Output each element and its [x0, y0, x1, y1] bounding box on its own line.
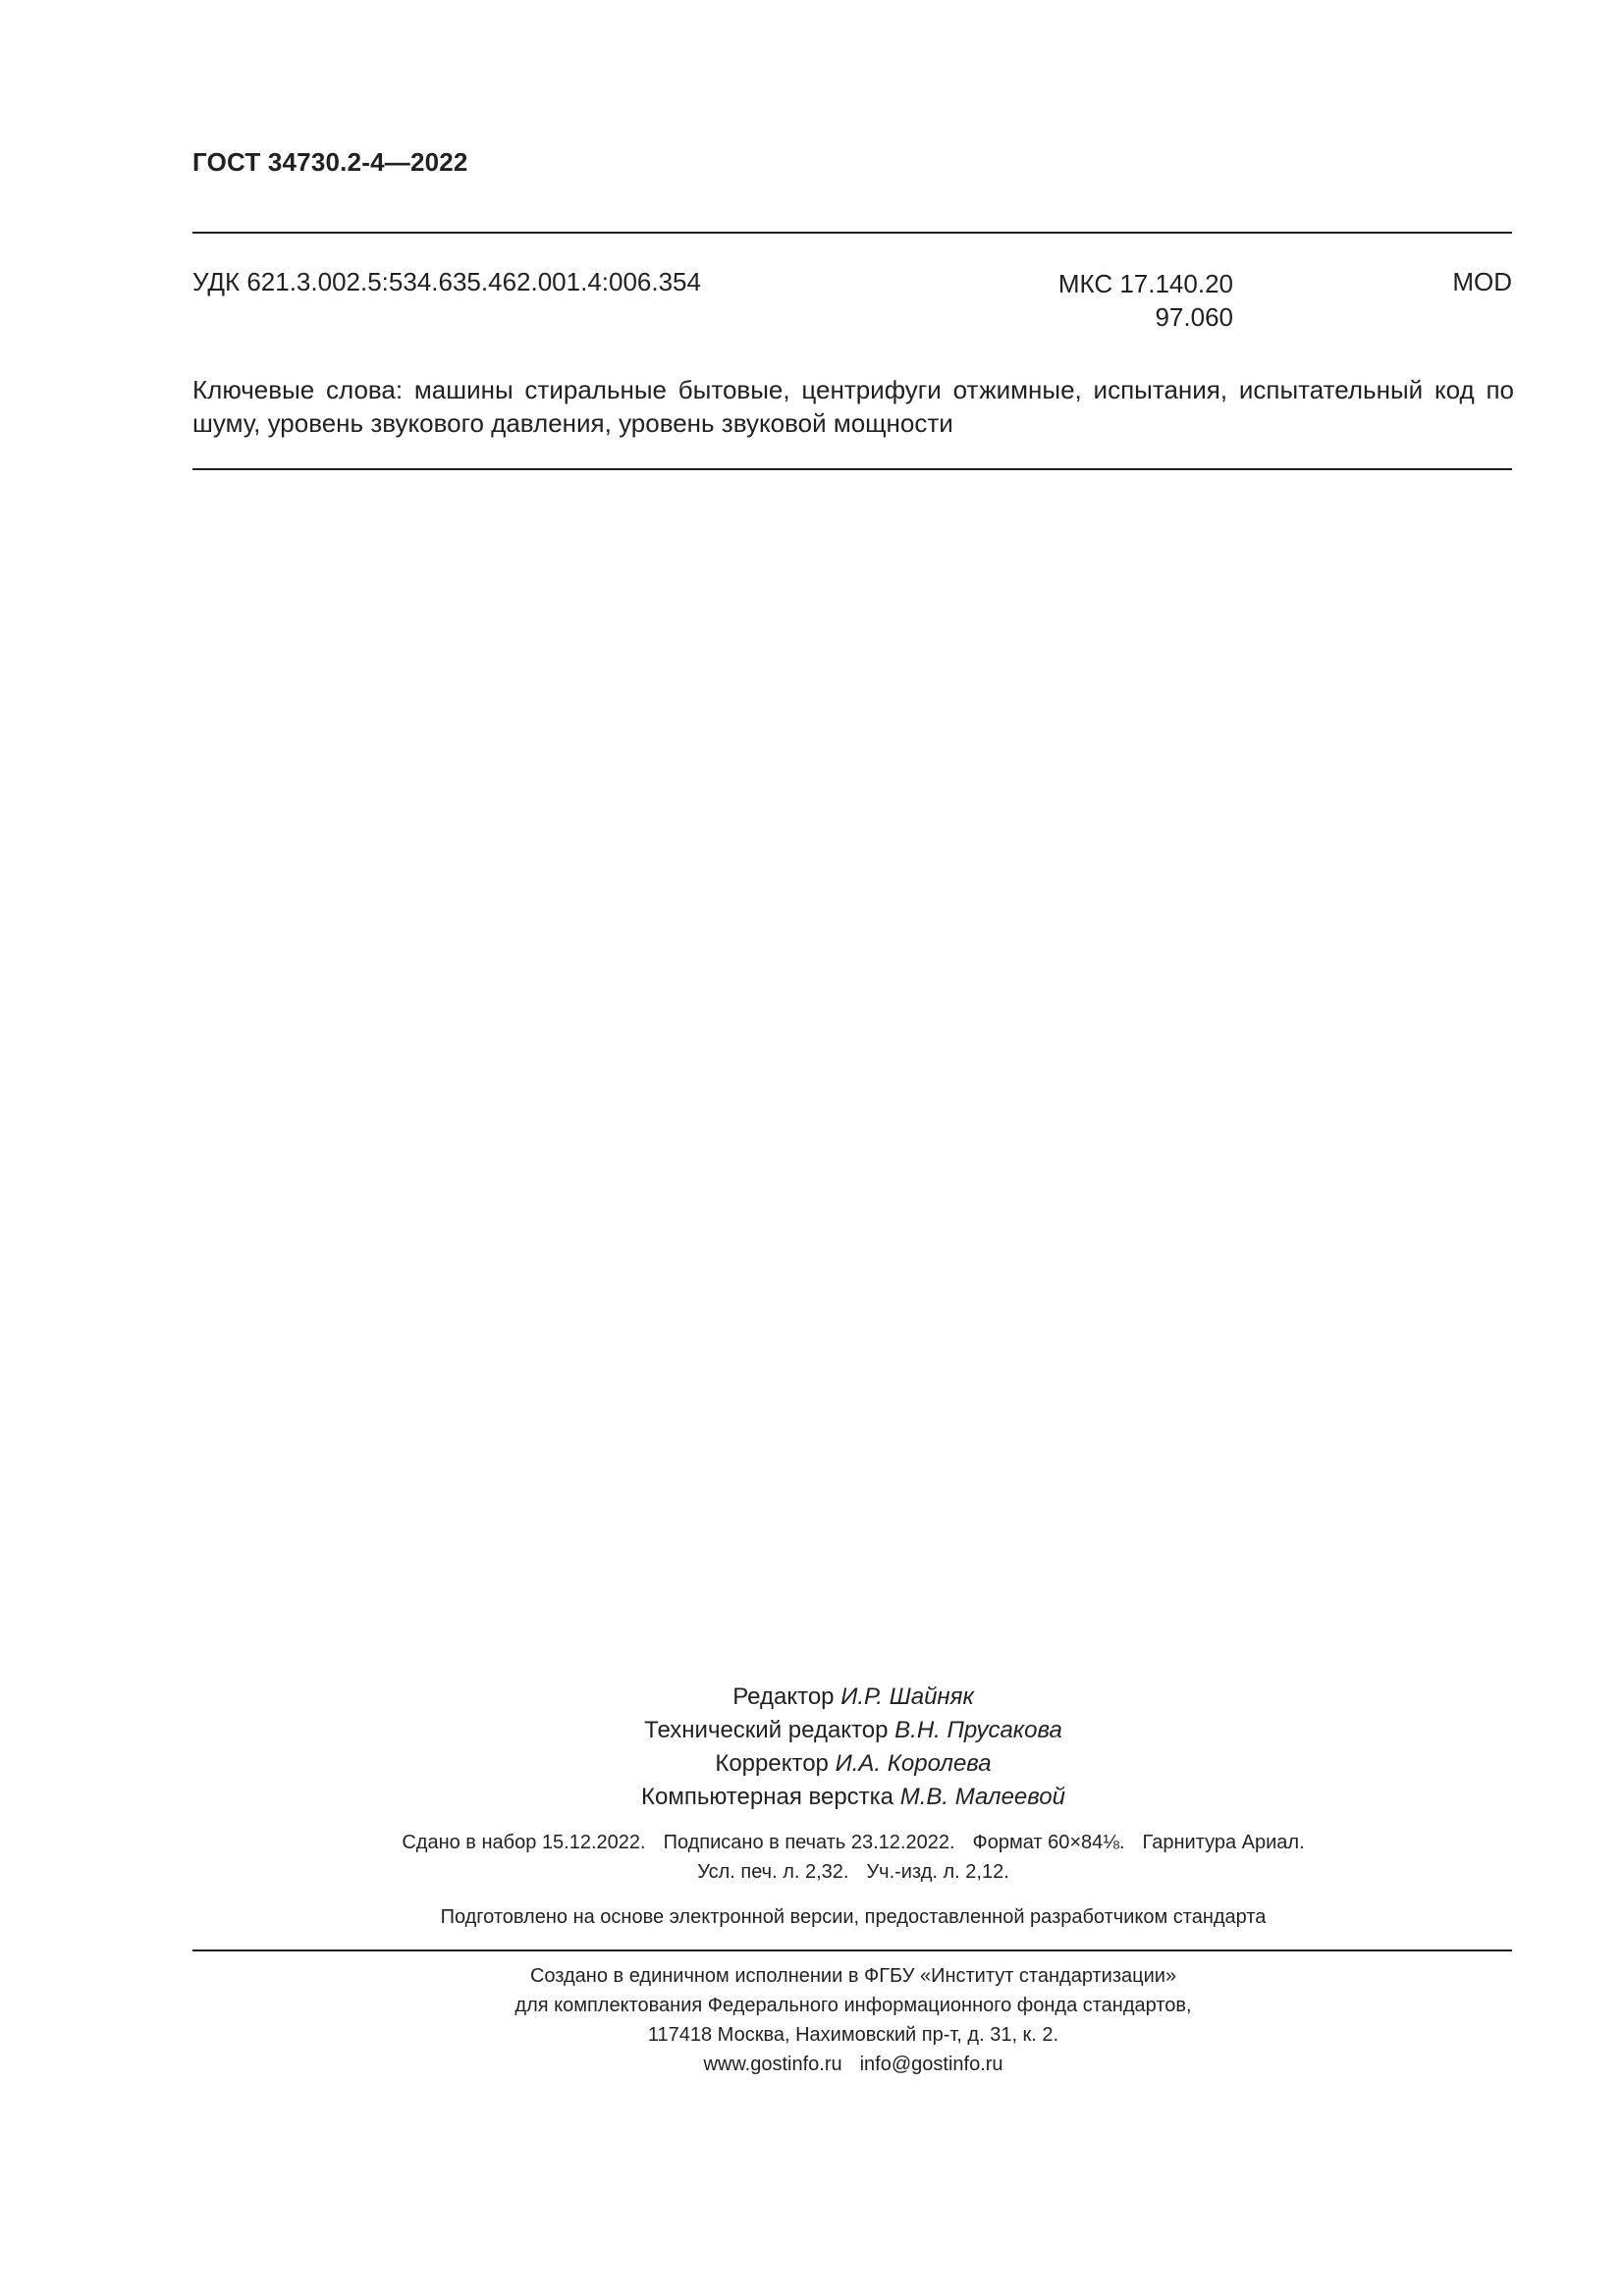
print-sheets: Усл. печ. л. 2,32. — [697, 1861, 849, 1883]
layout-name: М.В. Малеевой — [899, 1784, 1065, 1810]
udk-code: УДК 621.3.002.5:534.635.462.001.4:006.354 — [192, 267, 701, 296]
layout-label: Компьютерная верстка — [641, 1784, 900, 1810]
paper-format: Формат 60×84⅛. — [972, 1832, 1125, 1853]
print-info-line-2 — [192, 1857, 1514, 1887]
prepared-note: Подготовлено на основе электронной версии, предоставленной разработчиком стандарта — [440, 1906, 1267, 1928]
editor-name: И.Р. Шайняк — [840, 1683, 974, 1710]
mks-code-1: МКС 17.140.20 — [1057, 269, 1233, 298]
submitted-date: Сдано в набор 15.12.2022. — [402, 1832, 646, 1853]
email-link[interactable]: info@gostinfo.ru — [859, 2054, 1003, 2075]
editor-label: Редактор — [732, 1683, 841, 1710]
tech-editor-line — [192, 1714, 1514, 1747]
divider-top — [192, 232, 1512, 234]
keywords-text: Ключевые слова: машины стиральные бытовые, центрифуги отжимные, испытания, испытательный код по шуму, уровень звукового давления, уровень звуковой мощности — [192, 375, 1514, 438]
document-code: ГОСТ 34730.2-4—2022 — [192, 147, 468, 177]
credits-block — [192, 1681, 1514, 1814]
corrector-label: Корректор — [715, 1750, 836, 1777]
editor-line — [192, 1681, 1514, 1714]
mks-code-2: 97.060 — [1155, 302, 1233, 332]
edition-sheets: Уч.-изд. л. 2,12. — [866, 1861, 1009, 1883]
signed-date: Подписано в печать 23.12.2022. — [663, 1832, 955, 1853]
print-info-line-1 — [192, 1828, 1514, 1857]
website-link[interactable]: www.gostinfo.ru — [703, 2054, 842, 2075]
mod-label: MOD — [1452, 267, 1512, 296]
corrector-line — [192, 1747, 1514, 1781]
typeface: Гарнитура Ариал. — [1142, 1832, 1305, 1853]
tech-editor-name: В.Н. Прусакова — [894, 1717, 1062, 1743]
corrector-name: И.А. Королева — [835, 1750, 992, 1777]
created-line-1: Создано в единичном исполнении в ФГБУ «Институт стандартизации» — [529, 1965, 1177, 1987]
created-line-2: для комплектования Федерального информационного фонда стандартов, — [514, 1995, 1192, 2016]
divider-bottom — [192, 1949, 1512, 1951]
mks-codes — [1047, 267, 1233, 334]
tech-editor-label: Технический редактор — [644, 1717, 895, 1743]
created-block — [192, 1961, 1514, 2079]
layout-line — [192, 1781, 1514, 1814]
created-line-3: 117418 Москва, Нахимовский пр-т, д. 31, к. 2. — [647, 2024, 1059, 2046]
contacts-line — [192, 2050, 1514, 2079]
print-info-block — [192, 1828, 1514, 1887]
divider-middle — [192, 468, 1512, 470]
